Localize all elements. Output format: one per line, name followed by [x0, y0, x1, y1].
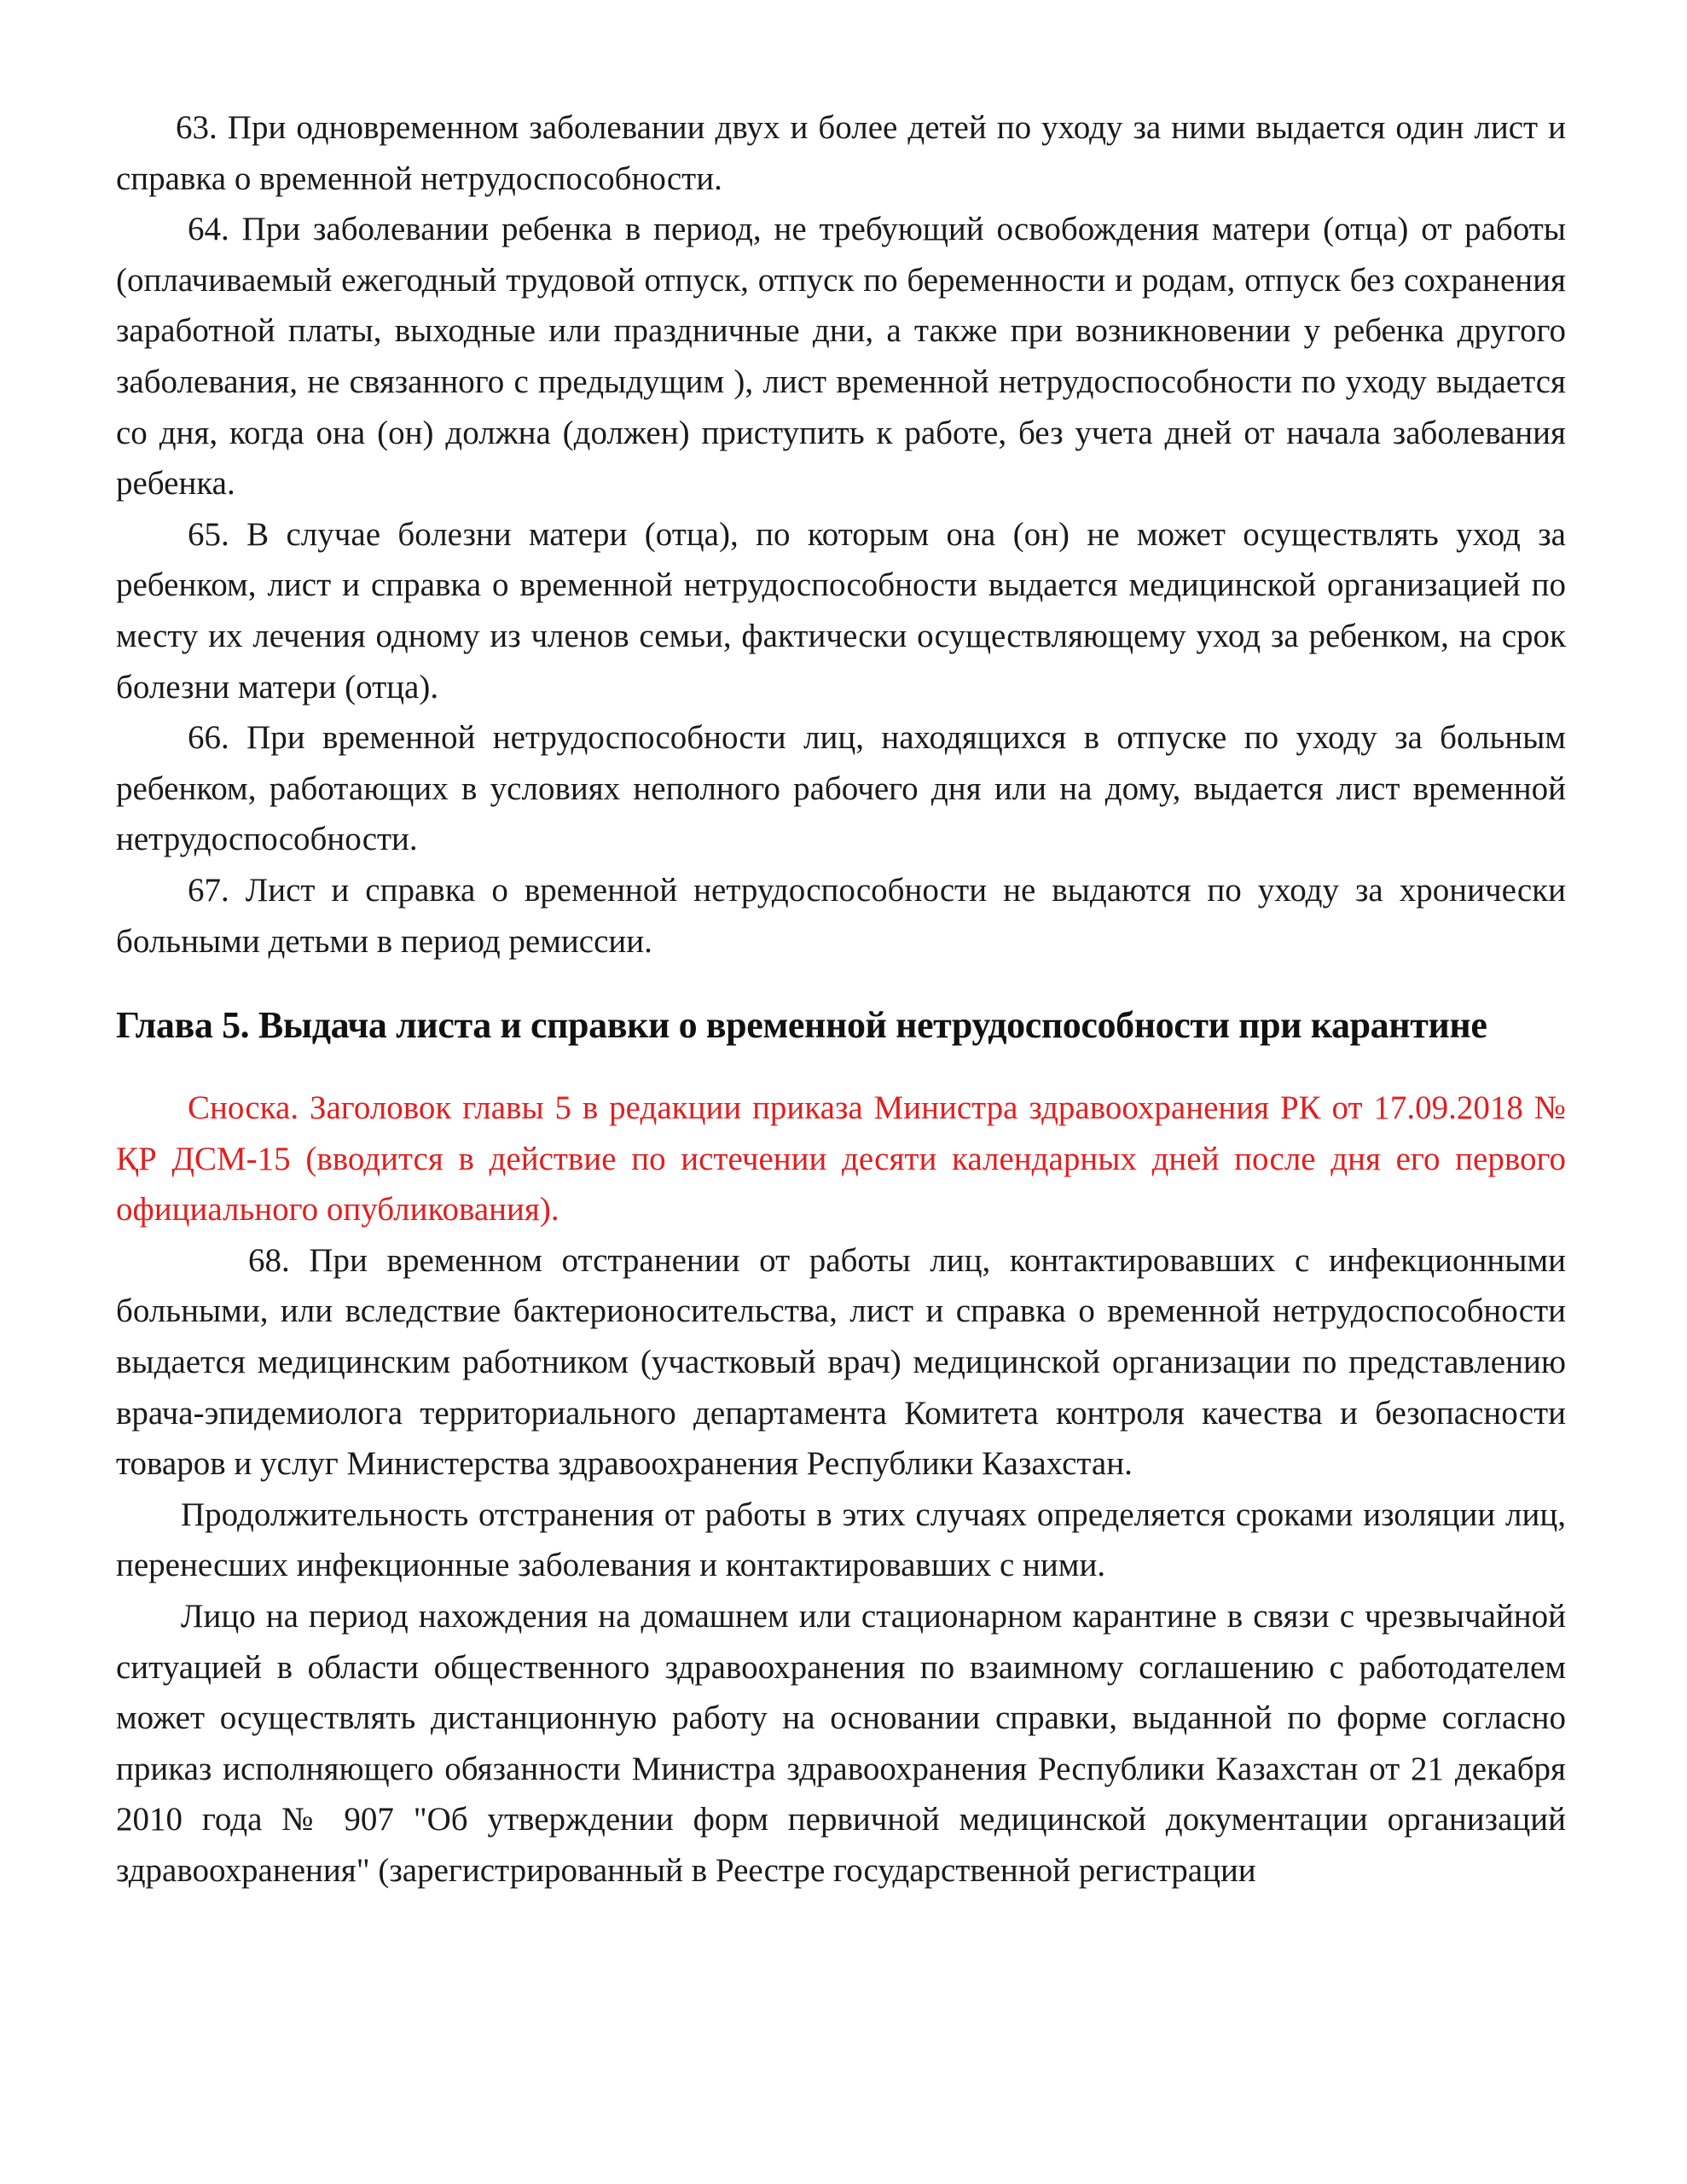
- paragraph-duration: Продолжительность отстранения от работы в этих случаях определяется сроками изоляции лиц, перенесших инфекционные заболевания и контактировавших с ними.: [116, 1496, 1566, 1584]
- paragraph-68: 68. При временном отстранении от работы лиц, контактировавших с инфекционными больными, или вследствие бактерионосительства, лист и справка о временной нетрудоспособности выдается медицинским работником (участковый врач) медицинской организации по представлению врача-эпидемиолога территориального департамента Комитета контроля качества и безопасности товаров и услуг Министерства здравоохранения Республики Казахстан.: [116, 1241, 1566, 1483]
- document-body: [116, 102, 1566, 1896]
- paragraph-remote-work: Лицо на период нахождения на домашнем или стационарном карантине в связи с чрезвычайной ситуацией в области общественного здравоохранения по взаимному соглашению с работодателем может осуществлять дистанционную работу на основании справки, выданной по форме согласно приказ исполняющего обязанности Министра здравоохранения Республики Казахстан от 21 декабря 2010 года № 907 "Об утверждении форм первичной медицинской документации организаций здравоохранения" (зарегистрированный в Реестре государственной регистрации: [116, 1598, 1566, 1889]
- paragraph-64: 64. При заболевании ребенка в период, не требующий освобождения матери (отца) от работы (оплачиваемый ежегодный трудовой отпуск, отпуск по беременности и родам, отпуск без сохранения заработной платы, выходные или праздничные дни, а также при возникновении у ребенка другого заболевания, не связанного с предыдущим ), лист временной нетрудоспособности по уходу выдается со дня, когда она (он) должна (должен) приступить к работе, без учета дней от начала заболевания ребенка.: [116, 211, 1566, 502]
- paragraph-65: 65. В случае болезни матери (отца), по которым она (он) не может осуществлять уход за ребенком, лист и справка о временной нетрудоспособности выдается медицинской организацией по месту их лечения одному из членов семьи, фактически осуществляющему уход за ребенком, на срок болезни матери (отца).: [116, 515, 1566, 706]
- paragraph-63: 63. При одновременном заболевании двух и более детей по уходу за ними выдается один лист и справка о временной нетрудоспособности.: [116, 109, 1566, 197]
- chapter-heading: Глава 5. Выдача листа и справки о временной нетрудоспособности при карантине: [116, 1004, 1487, 1047]
- paragraph-67: 67. Лист и справка о временной нетрудоспособности не выдаются по уходу за хронически больными детьми в период ремиссии.: [116, 871, 1566, 960]
- paragraph-66: 66. При временной нетрудоспособности лиц, находящихся в отпуске по уходу за больным ребенком, работающих в условиях неполного рабочего дня или на дому, выдается лист временной нетрудоспособности.: [116, 719, 1566, 858]
- footnote: Сноска. Заголовок главы 5 в редакции приказа Министра здравоохранения РК от 17.09.2018 № ҚР ДСМ-15 (вводится в действие по истечении десяти календарных дней после дня его первого официального опубликования).: [116, 1089, 1566, 1228]
